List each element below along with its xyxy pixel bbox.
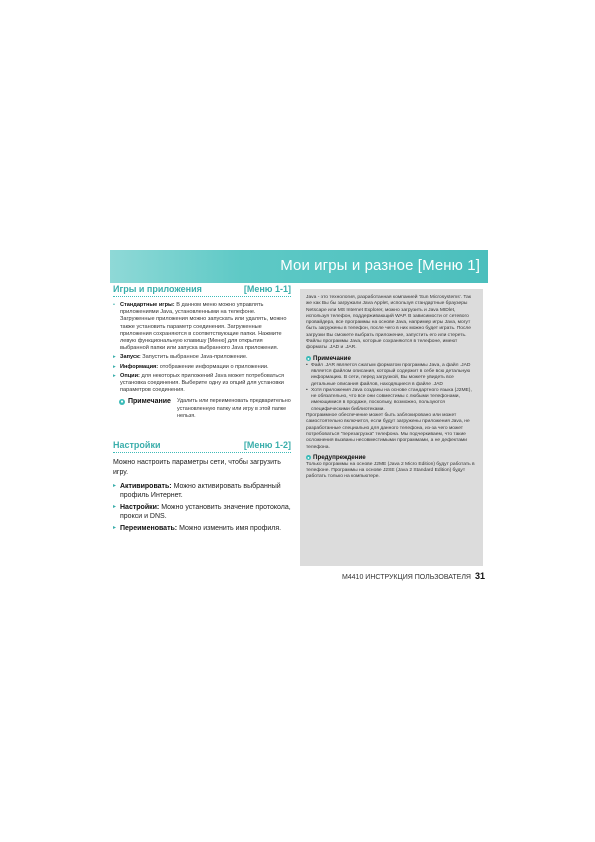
arrow-icon: ▸	[113, 363, 116, 370]
section-menu-number: [Меню 1-1]	[243, 284, 291, 294]
list-item	[113, 524, 291, 533]
arrow-icon: ▸	[113, 354, 116, 361]
section-menu-number: [Меню 1-2]	[243, 440, 291, 451]
arrow-icon: ▸	[113, 372, 116, 379]
section-header-games	[113, 284, 291, 297]
note-label-text: Примечание	[128, 398, 171, 406]
item-label: Опции:	[120, 372, 140, 379]
note-icon: ●	[307, 355, 310, 361]
note-item-text: Файл .JAR является сжатым форматом программы Java, а файл .JAD является файлом описания, который содержит в себе всю детальную информацию. В сети, перед загрузкой, Вы можете увидеть все детальные описания файлов, находящиеся в файле .JAD	[311, 362, 471, 387]
item-text: для некоторых приложений Java может потребоваться установка соединения. Выберите одну из опций для установки параметров соединения.	[120, 372, 285, 394]
item-text: Запустить выбранное Java-приложение.	[140, 354, 248, 361]
sidebar-note-continuation: Программное обеспечение может быть заблокировано или может самостоятельно включится, если будут загружены приложения Java, не разработанные специально для данного телефона, из-за чего может потребоваться "перезагрузка" телефона. Мы подчеркиваем, что такие осложнения вызваны несовместимыми программами, а не дефектами телефона.	[306, 413, 470, 450]
page-number: 31	[474, 571, 485, 581]
section-title: Настройки	[113, 440, 161, 451]
item-label: Настройки:	[120, 504, 160, 512]
arrow-icon: ▸	[113, 483, 117, 490]
section-intro: Можно настроить параметры сети, чтобы загрузить игру.	[113, 459, 281, 477]
sidebar-note-title: Примечание	[313, 354, 351, 362]
list-item	[113, 364, 291, 371]
java-info-sidebar	[300, 289, 483, 566]
list-item: • Хотя приложения Java созданы на основе стандартного языка (J2ME), не обязательно, что все они совместимы с любыми телефонами, имеющимися в продаже, поскольку, возможно, пользуются специфическими библиотеками.	[306, 387, 472, 412]
section-title: Игры и приложения	[113, 284, 202, 294]
list-item	[113, 503, 291, 521]
arrow-icon: ▸	[113, 504, 117, 511]
item-text: отображение информации о приложении.	[158, 363, 269, 370]
sidebar-note-header	[306, 355, 478, 362]
bullet-icon: •	[113, 302, 115, 308]
note-text: Удалить или переименовать предварительно установленную папку или игру в этой папке нельзя.	[177, 398, 291, 419]
note-item-text: Хотя приложения Java созданы на основе стандартного языка (J2ME), не обязательно, что все они совместимы с любыми телефонами, имеющимися в продаже, поскольку, возможно, пользуются специфическими библиотеками.	[311, 387, 472, 412]
item-text: Можно изменить имя профиля.	[177, 525, 282, 533]
main-column	[113, 284, 291, 536]
list-item: • Файл .JAR является сжатым форматом программы Java, а файл .JAD является файлом описания, который содержит в себе всю детальную информацию. В сети, перед загрузкой, Вы можете увидеть все детальные описания файлов, находящиеся в файле .JAD	[306, 362, 471, 387]
page-footer	[342, 571, 485, 581]
page-banner	[110, 250, 488, 283]
section-header-settings	[113, 440, 291, 453]
sidebar-warning-header	[306, 454, 478, 461]
sidebar-warning-text: Только программы на основе J2ME (Java 2 Micro Edition) будут работать в телефоне. Программы на основе J2SE (Java 2 Standard Edition) будут работать только на компьютере.	[306, 461, 475, 480]
settings-section	[113, 440, 291, 533]
item-label: Запуск:	[120, 354, 141, 361]
games-list	[113, 302, 291, 394]
warning-icon: ●	[307, 454, 310, 460]
item-text: Можно активировать выбранный профиль Интернет.	[120, 483, 281, 500]
list-item	[113, 302, 291, 352]
footer-text: M4410 ИНСТРУКЦИЯ ПОЛЬЗОВАТЕЛЯ	[341, 574, 471, 581]
list-item	[113, 354, 291, 361]
item-text: В данном меню можно управлять приложениями Java, установленными на телефоне. Загруженные приложения можно запускать или удалять, можно также установить параметр соединения. Загруженные приложения сохраняются в соответствующие папки. Нажмите левую функциональную клавишу [Меню] для открытия выбранной папки или запуска выбранного Java приложения.	[120, 302, 287, 352]
item-text: Можно установить значение протокола, прокси и DNS.	[120, 504, 291, 521]
sidebar-warning-title: Предупреждение	[313, 453, 366, 461]
item-label: Информация:	[120, 363, 159, 370]
note-label	[119, 398, 177, 420]
list-item	[113, 482, 291, 500]
list-item	[113, 373, 291, 395]
note-block	[119, 398, 291, 420]
sidebar-note-list	[306, 363, 478, 413]
item-label: Активировать:	[120, 483, 172, 491]
page-title: Мои игры и разное [Меню 1]	[280, 257, 480, 274]
settings-list	[113, 482, 291, 533]
item-label: Стандартные игры:	[120, 302, 175, 308]
item-label: Переименовать:	[120, 525, 178, 533]
note-icon: ●	[120, 399, 124, 406]
arrow-icon: ▸	[113, 525, 117, 532]
sidebar-intro: Java - это технология, разработанная компанией 'Sun Microsystems'. Так же как Вы бы загружали Java Applet, используя стандартные браузеры Netscape или MS Internet Explorer, можно загрузить и Java MIDlet, используя телефон, поддерживающий WAP. В зависимости от сетевого провайдера, все программы на основе Java, например игры Java, могут быть загружены в телефон, после чего в них можно будет играть. После загрузки Вы сможете выбрать приложение, запустить его или стереть. Файлы программы Java, которые сохраняются в телефоне, имеют форматы .JAD и .JAR.	[306, 295, 472, 351]
